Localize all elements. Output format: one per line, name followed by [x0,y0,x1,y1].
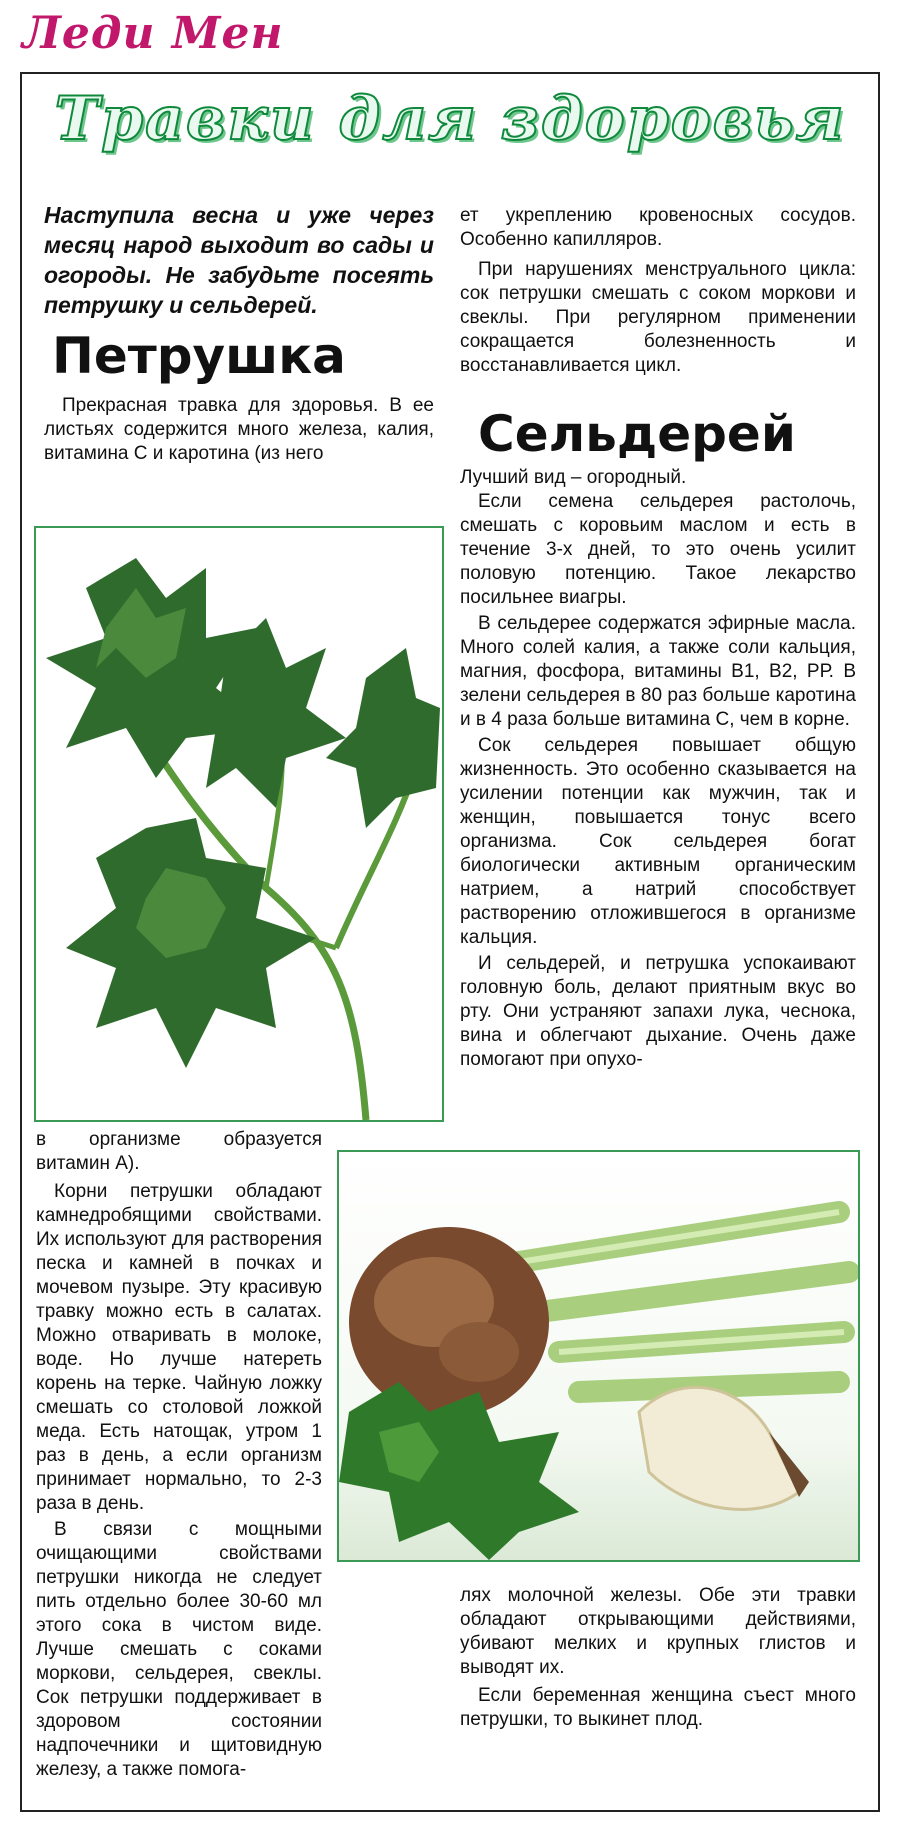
title-banner [26,80,874,180]
celery-paragraph-1: Лучший вид – огородный. [460,467,687,488]
masthead: Леди Мен [22,8,284,59]
parsley-heading: Петрушка [52,327,346,385]
parsley-paragraph-1-continued: в организме образуется витамин А). [36,1129,322,1174]
celery-paragraph-4: Сок сельдерея повышает общую жизненность. Это особенно сказывается на усилении потенции как мужчин, так и женщин, повышается тонус всего организма. Сок сельдерея богат биологически активным органическим натрием, а натрий способствует растворению отложившегося в организме кальция. [460,735,856,948]
celery-paragraph-2: Если семена сельдерея растолочь, смешать с коровьим маслом и есть в течение 3-х дней, то это очень усилит половую потенцию. Такое лекарство посильнее виагры. [460,491,856,608]
parsley-paragraph-4: ет укреплению кровеносных сосудов. Особенно капилляров. [460,205,856,250]
celery-paragraph-6: лях молочной железы. Обе эти травки обладают открывающими действиями, убивают мелких и крупных глистов и выводят их. [460,1585,856,1678]
parsley-paragraph-2: Корни петрушки обладают камнедробящими свойствами. Их используют для растворения песка и камней в почках и мочевом пузыре. Эту красивую травку можно есть в салатах. Можно отваривать в молоке, воде. Но лучше натереть корень на терке. Чайную ложку смешать со столовой ложкой меда. Есть натощак, утром 1 раз в день, а если организм принимает нормально, то 2-3 раза в день. [36,1181,322,1514]
left-column-bottom [36,1128,322,1782]
article-title: Травки для здоровья [54,84,846,154]
right-column-top [460,204,856,1072]
right-column-bottom [460,1584,856,1732]
parsley-paragraph-1: Прекрасная травка для здоровья. В ее листьях содержится много железа, калия, витамина С и каротина (из него [44,395,434,464]
celery-photo [337,1150,860,1562]
celery-paragraph-3: В сельдерее содержатся эфирные масла. Много солей калия, а также соли кальция, магния, фосфора, витамины В1, В2, РР. В зелени сельдерея в 80 раз больше каротина и в 4 раза больше витамина С, чем в корне. [460,613,856,730]
parsley-photo [34,526,444,1122]
celery-paragraph-7: Если беременная женщина съест много петрушки, то выкинет плод. [460,1685,856,1730]
celery-heading: Сельдерей [478,405,796,463]
intro-text: Наступила весна и уже через месяц народ выходит во сады и огороды. Не забудьте посеять петрушку и сельдерей. [44,202,434,318]
celery-paragraph-5: И сельдерей, и петрушка успокаивают головную боль, делают приятным вкус во рту. Они устраняют запахи лука, чеснока, вина и облегчают дыхание. Очень даже помогают при опухо- [460,953,856,1070]
parsley-paragraph-3: В связи с мощными очищающими свойствами петрушки никогда не следует пить отдельно более 30-60 мл этого сока в чистом виде. Лучше смешать с соками моркови, сельдерея, свеклы. Сок петрушки поддерживает в здоровом состоянии надпочечники и щитовидную железу, а также помога- [36,1519,322,1780]
parsley-paragraph-5: При нарушениях менструального цикла: сок петрушки смешать с соком моркови и свеклы. При регулярном применении сокращается болезненность и восстанавливается цикл. [460,259,856,376]
left-column-top [44,200,434,466]
